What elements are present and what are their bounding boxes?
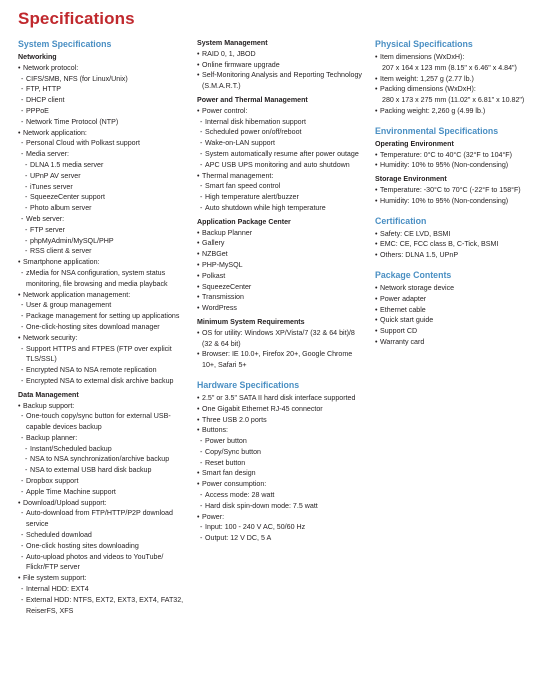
- spec-item: • Network protocol:: [18, 63, 190, 74]
- spec-item: • Packing dimensions (WxDxH):: [375, 84, 535, 95]
- spec-list: [18, 63, 190, 387]
- spec-subitem: - Instant/Scheduled backup: [18, 444, 190, 455]
- spec-subitem: - zMedia for NSA configuration, system status monitoring, file browsing and media playback: [18, 268, 190, 290]
- spec-list: [375, 150, 535, 172]
- spec-item: • PHP-MySQL: [197, 260, 367, 271]
- spec-item: • Humidity: 10% to 95% (Non-condensing): [375, 160, 535, 171]
- spec-item: • Network security:: [18, 333, 190, 344]
- spec-subitem: - Auto shutdown while high temperature: [197, 203, 367, 214]
- spec-item: • EMC: CE, FCC class B, C-Tick, BSMI: [375, 239, 535, 250]
- spec-subitem: - Scheduled download: [18, 530, 190, 541]
- spec-item: • Item dimensions (WxDxH):: [375, 52, 535, 63]
- spec-subitem: - DHCP client: [18, 95, 190, 106]
- subheading-operating-environment: Operating Environment: [375, 139, 454, 148]
- spec-item: • Backup Planner: [197, 228, 367, 239]
- spec-item: • Humidity: 10% to 95% (Non-condensing): [375, 196, 535, 207]
- spec-subitem: - Network Time Protocol (NTP): [18, 117, 190, 128]
- spec-subitem: - One-touch copy/sync button for external USB-capable devices backup: [18, 411, 190, 433]
- subheading-minimum-system-requirements: Minimum System Requirements: [197, 317, 305, 326]
- spec-subitem: - External HDD: NTFS, EXT2, EXT3, EXT4, FAT32, ReiserFS, XFS: [18, 595, 190, 617]
- spec-item: • Backup support:: [18, 401, 190, 412]
- spec-item: • Thermal management:: [197, 171, 367, 182]
- spec-subitem: - NSA to external USB hard disk backup: [18, 465, 190, 476]
- spec-subitem: - Apple Time Machine support: [18, 487, 190, 498]
- spec-item: • Polkast: [197, 271, 367, 282]
- spec-item: • Download/Upload support:: [18, 498, 190, 509]
- spec-subitem: - Internal HDD: EXT4: [18, 584, 190, 595]
- spec-item: • OS for utility: Windows XP/Vista/7 (32 & 64 bit)/8 (32 & 64 bit): [197, 328, 367, 350]
- spec-item: • Temperature: -30°C to 70°C (-22°F to 158°F): [375, 185, 535, 196]
- spec-list: [197, 228, 367, 314]
- section-heading-certification: Certification: [375, 215, 427, 226]
- spec-list: [375, 283, 535, 348]
- subheading-data-management: Data Management: [18, 390, 79, 399]
- section-heading-physical-specifications: Physical Specifications: [375, 39, 473, 49]
- spec-subitem: - Dropbox support: [18, 476, 190, 487]
- spec-item: • Transmission: [197, 292, 367, 303]
- spec-subitem: - Encrypted NSA to external disk archive backup: [18, 376, 190, 387]
- spec-item: • File system support:: [18, 573, 190, 584]
- spec-item: • RAID 0, 1, JBOD: [197, 49, 367, 60]
- spec-subitem: 207 x 164 x 123 mm (8.15" x 6.46" x 4.84"): [382, 63, 517, 72]
- section-heading-environmental-specifications: Environmental Specifications: [375, 125, 499, 136]
- spec-item: • Others: DLNA 1.5, UPnP: [375, 250, 535, 261]
- section-heading-package-contents: Package Contents: [375, 269, 452, 280]
- spec-subitem: - Media server:: [18, 149, 190, 160]
- spec-subitem: - NSA to NSA synchronization/archive backup: [18, 454, 190, 465]
- spec-subitem: - FTP, HTTP: [18, 84, 190, 95]
- spec-list: [375, 52, 535, 117]
- spec-subitem: - System automatically resume after power outage: [197, 149, 367, 160]
- spec-item: • Gallery: [197, 238, 367, 249]
- section-heading-hardware-specifications: Hardware Specifications: [197, 379, 300, 390]
- column-2: [197, 38, 367, 544]
- column-1: [18, 38, 190, 616]
- spec-item: • Warranty card: [375, 337, 535, 348]
- spec-subitem: - RSS client & server: [18, 246, 190, 257]
- spec-item: • Support CD: [375, 326, 535, 337]
- spec-subitem: - CIFS/SMB, NFS (for Linux/Unix): [18, 74, 190, 85]
- spec-item: • Browser: IE 10.0+, Firefox 20+, Google Chrome 10+, Safari 5+: [197, 349, 367, 371]
- spec-item: • Item weight: 1,257 g (2.77 lb.): [375, 74, 535, 85]
- spec-list: [197, 49, 367, 92]
- spec-item: • Safety: CE LVD, BSMI: [375, 229, 535, 240]
- spec-subitem: - Output: 12 V DC, 5 A: [197, 533, 367, 544]
- spec-item: • Network storage device: [375, 283, 535, 294]
- spec-subitem: - UPnP AV server: [18, 171, 190, 182]
- subheading-application-package-center: Application Package Center: [197, 217, 291, 226]
- spec-item: • SqueezeCenter: [197, 282, 367, 293]
- section-heading-system-specifications: System Specifications: [18, 39, 112, 49]
- spec-item: • Network application:: [18, 128, 190, 139]
- spec-item: • Smartphone application:: [18, 257, 190, 268]
- spec-subitem: - Internal disk hibernation support: [197, 117, 367, 128]
- spec-subitem: - Web server:: [18, 214, 190, 225]
- spec-subitem: - FTP server: [18, 225, 190, 236]
- subheading-system-management: System Management: [197, 39, 268, 47]
- spec-subitem: - Access mode: 28 watt: [197, 490, 367, 501]
- spec-subitem: - Personal Cloud with Polkast support: [18, 138, 190, 149]
- spec-item: • Self-Monitoring Analysis and Reporting Technology (S.M.A.R.T.): [197, 70, 367, 92]
- spec-list: [18, 401, 190, 617]
- spec-subitem: - Scheduled power on/off/reboot: [197, 127, 367, 138]
- spec-subitem: 280 x 173 x 275 mm (11.02" x 6.81" x 10.82"): [382, 96, 525, 105]
- spec-subitem: - DLNA 1.5 media server: [18, 160, 190, 171]
- spec-item: • Power:: [197, 512, 367, 523]
- column-3: [375, 38, 535, 348]
- spec-list: [375, 229, 535, 261]
- page-title: Specifications: [18, 9, 135, 28]
- spec-subitem: - Support HTTPS and FTPES (FTP over explicit TLS/SSL): [18, 344, 190, 366]
- spec-subitem: - PPPoE: [18, 106, 190, 117]
- spec-subitem: - Photo album server: [18, 203, 190, 214]
- spec-subitem: - Smart fan speed control: [197, 181, 367, 192]
- spec-item: • 2.5" or 3.5" SATA II hard disk interface supported: [197, 393, 367, 404]
- spec-item: • Quick start guide: [375, 315, 535, 326]
- spec-subitem: - User & group management: [18, 300, 190, 311]
- spec-subitem: - Encrypted NSA to NSA remote replication: [18, 365, 190, 376]
- spec-subitem: - Backup planner:: [18, 433, 190, 444]
- spec-item: • NZBGet: [197, 249, 367, 260]
- spec-list: [197, 328, 367, 371]
- spec-item: • Network application management:: [18, 290, 190, 301]
- spec-subitem: - Hard disk spin-down mode: 7.5 watt: [197, 501, 367, 512]
- spec-list: [197, 106, 367, 214]
- spec-subitem: - One-click hosting sites downloading: [18, 541, 190, 552]
- spec-item: • One Gigabit Ethernet RJ-45 connector: [197, 404, 367, 415]
- spec-item: • Buttons:: [197, 425, 367, 436]
- spec-subitem: - Copy/Sync button: [197, 447, 367, 458]
- spec-item: • Online firmware upgrade: [197, 60, 367, 71]
- spec-subitem: - One-click-hosting sites download manager: [18, 322, 190, 333]
- spec-item: • Three USB 2.0 ports: [197, 415, 367, 426]
- spec-subitem: - Auto-download from FTP/HTTP/P2P download service: [18, 508, 190, 530]
- spec-subitem: - Input: 100 - 240 V AC, 50/60 Hz: [197, 522, 367, 533]
- spec-item: • WordPress: [197, 303, 367, 314]
- spec-subitem: - Power button: [197, 436, 367, 447]
- spec-subitem: - Wake-on-LAN support: [197, 138, 367, 149]
- spec-subitem: - SqueezeCenter support: [18, 192, 190, 203]
- spec-item: • Ethernet cable: [375, 305, 535, 316]
- spec-list: [197, 393, 367, 544]
- spec-item: • Power consumption:: [197, 479, 367, 490]
- spec-item: • Smart fan design: [197, 468, 367, 479]
- spec-subitem: - Auto-upload photos and videos to YouTube/ Flickr/FTP server: [18, 552, 190, 574]
- spec-subitem: - Package management for setting up applications: [18, 311, 190, 322]
- spec-item: • Power control:: [197, 106, 367, 117]
- subheading-storage-environment: Storage Environment: [375, 175, 447, 184]
- spec-subitem: - Reset button: [197, 458, 367, 469]
- subheading-power-and-thermal-management: Power and Thermal Management: [197, 95, 308, 104]
- spec-item: • Temperature: 0°C to 40°C (32°F to 104°F): [375, 150, 535, 161]
- spec-subitem: - High temperature alert/buzzer: [197, 192, 367, 203]
- spec-subitem: - APC USB UPS monitoring and auto shutdown: [197, 160, 367, 171]
- spec-subitem: - iTunes server: [18, 182, 190, 193]
- subheading-networking: Networking: [18, 53, 57, 61]
- spec-list: [375, 185, 535, 207]
- spec-subitem: - phpMyAdmin/MySQL/PHP: [18, 236, 190, 247]
- spec-item: • Packing weight: 2,260 g (4.99 lb.): [375, 106, 535, 117]
- spec-item: • Power adapter: [375, 294, 535, 305]
